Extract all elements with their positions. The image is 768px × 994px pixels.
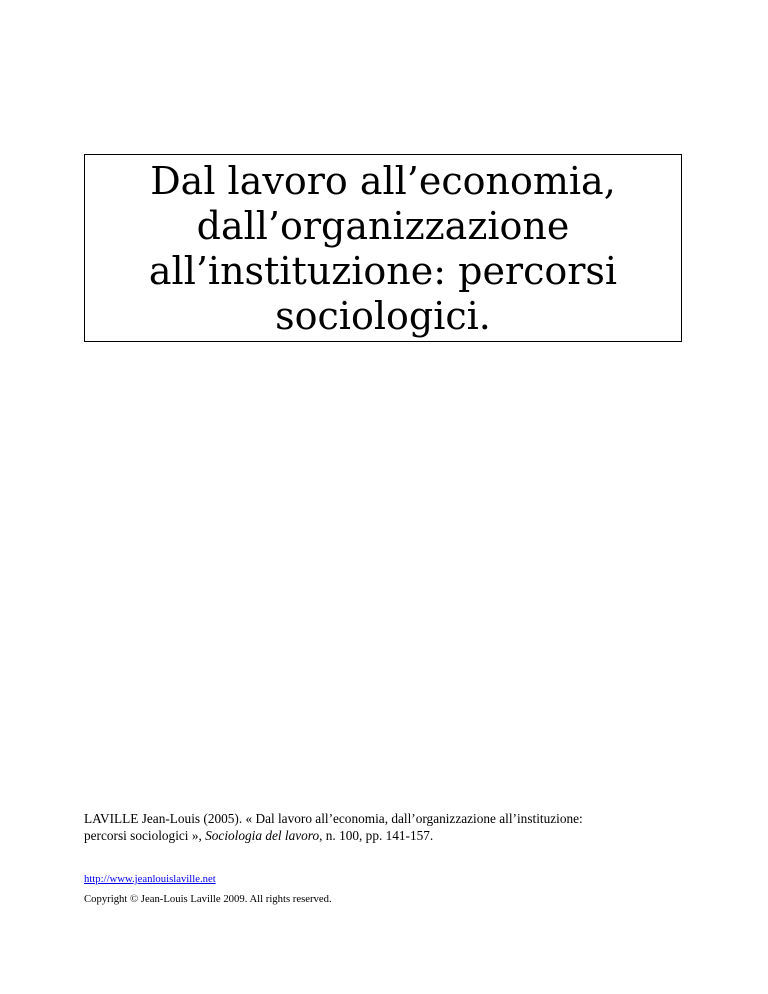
journal-name: Sociologia del lavoro: [205, 828, 320, 843]
title-line: Dal lavoro all’economia,: [150, 159, 616, 203]
copyright-notice: Copyright © Jean-Louis Laville 2009. All rights reserved.: [84, 893, 332, 905]
title-line: all’instituzione: percorsi: [148, 249, 618, 293]
title-line: dall’organizzazione: [196, 204, 570, 248]
citation-line-1: LAVILLE Jean-Louis (2005). « Dal lavoro all’economia, dall’organizzazione all’instituzione:: [84, 811, 583, 826]
citation-line-2: [84, 827, 694, 844]
citation: [84, 810, 694, 844]
citation-text: percorsi sociologici »,: [84, 828, 206, 843]
website-link[interactable]: http://www.jeanlouislaville.net: [84, 873, 216, 885]
citation-details: , n. 100, pp. 141-157.: [319, 828, 434, 843]
title-line: sociologici.: [275, 294, 491, 338]
title-box: [84, 154, 682, 342]
